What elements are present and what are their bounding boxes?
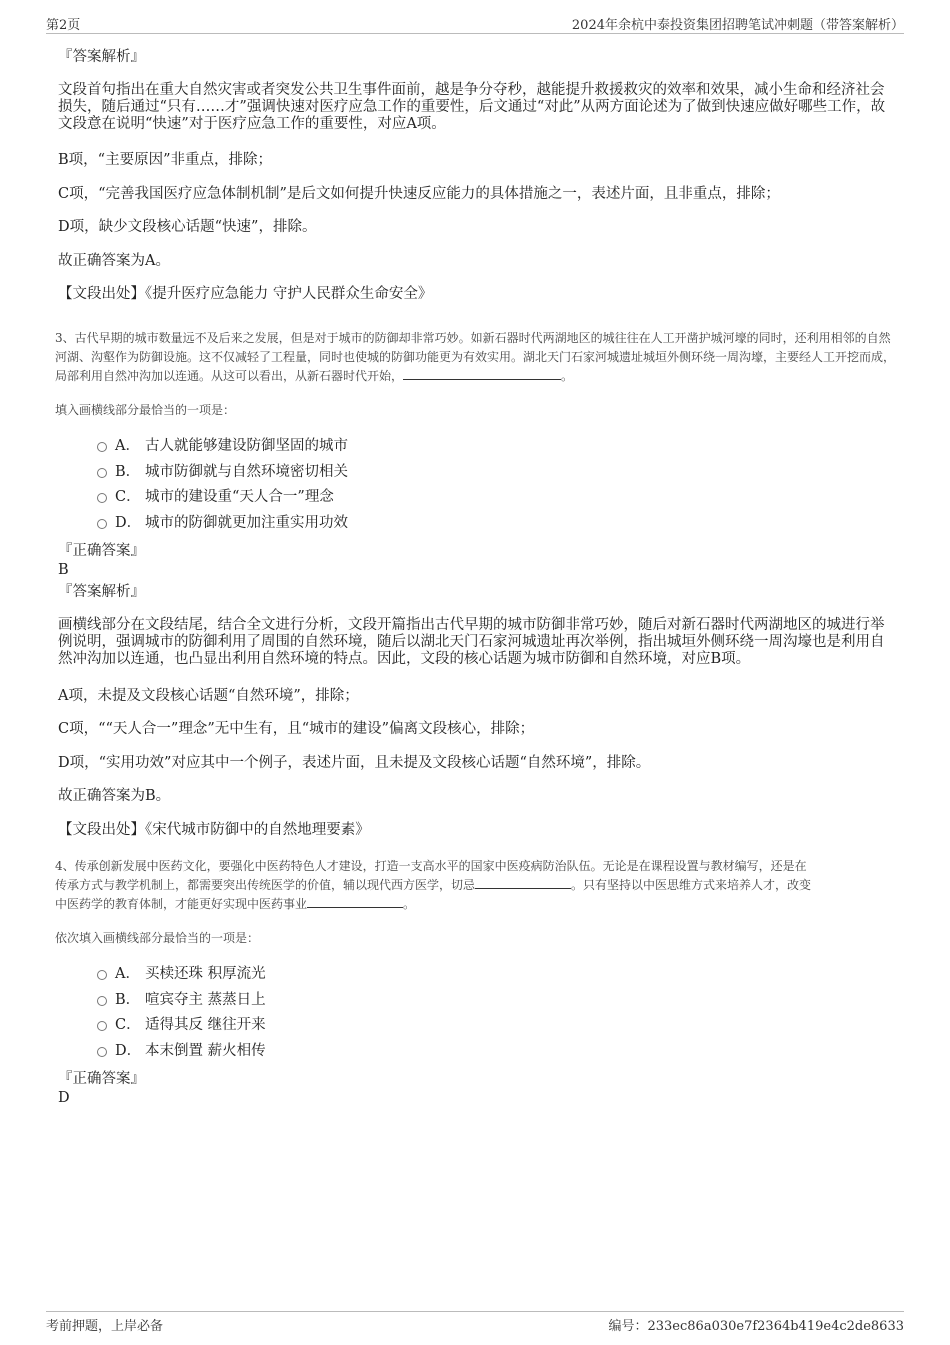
q2-option-c-analysis: C项，“完善我国医疗应急体制机制”是后文如何提升快速反应能力的具体措施之一，表述片面，且非重点，排除；	[58, 186, 780, 202]
q3-stem-text: 3、古代早期的城市数量远不及后来之发展，但是对于城市的防御却非常巧妙。如新石器时代两湖地区的城往往在人工开凿护城河壕的同时，还利用相邻的自然河湖、沟壑作为防御设施。这不仅减轻了工程量，同时也使城的防御功能更为有效实用。湖北天门石家河城遗址城垣外侧环绕一周沟壕，主要经人工开挖而成，局部利用自然冲沟加以连通。从这可以看出，从新石器时代开始，	[55, 331, 896, 383]
q4-answer-label: 『正确答案』	[58, 1071, 145, 1087]
q4-option-d[interactable]: D． 本末倒置 薪火相传	[97, 1043, 266, 1060]
q4-blank-2	[307, 895, 403, 908]
q2-conclusion: 故正确答案为A。	[58, 253, 170, 269]
q2-option-d-analysis: D项，缺少文段核心话题“快速”，排除。	[58, 219, 317, 235]
q2-source: 【文段出处】《提升医疗应急能力 守护人民群众生命安全》	[58, 286, 433, 302]
q3-stem-end: 。	[561, 369, 574, 383]
q3-option-d[interactable]: D． 城市的防御就更加注重实用功效	[97, 515, 348, 532]
q3-option-c-analysis: C项，““天人合一”理念”无中生有，且“城市的建设”偏离文段核心，排除；	[58, 721, 535, 737]
radio-icon[interactable]	[97, 970, 107, 980]
footer-slogan: 考前押题，上岸必备	[46, 1319, 164, 1334]
q4-blank-1	[475, 876, 571, 889]
q4-option-b[interactable]: B． 喧宾夺主 蒸蒸日上	[97, 992, 266, 1009]
q4-option-c[interactable]: C． 适得其反 继往开来	[97, 1017, 266, 1034]
q3-option-a-analysis: A项，未提及文段核心话题“自然环境”，排除；	[58, 688, 359, 704]
radio-icon[interactable]	[97, 493, 107, 503]
document-title: 2024年余杭中泰投资集团招聘笔试冲刺题（带答案解析）	[571, 18, 904, 33]
q4-stem-line3: 中医药学的教育体制，才能更好实现中医药事业 。	[55, 897, 416, 911]
radio-icon[interactable]	[97, 442, 107, 452]
q4-prompt: 依次填入画横线部分最恰当的一项是：	[55, 931, 260, 945]
q3-analysis-label: 『答案解析』	[58, 584, 145, 600]
radio-icon[interactable]	[97, 1047, 107, 1057]
q3-answer: B	[58, 562, 69, 578]
document-id: 编号：233ec86a030e7f2364b419e4c2de8633	[608, 1319, 904, 1334]
q2-analysis-text: 文段首句指出在重大自然灾害或者突发公共卫生事件面前，越是争分夺秒，越能提升救援救灾的效率和效果，减小生命和经济社会损失，随后通过“只有……才”强调快速对医疗应急工作的重要性，后文通过“对此”从两方面论述为了做到快速应做好哪些工作，故文段意在说明“快速”对于医疗应急工作的重要性，对应A项。	[58, 82, 886, 132]
q2-analysis-label: 『答案解析』	[58, 49, 145, 65]
header-divider	[46, 33, 904, 34]
q3-option-c[interactable]: C． 城市的建设重“天人合一”理念	[97, 489, 334, 506]
footer-divider	[46, 1311, 904, 1312]
q4-stem-line2: 传承方式与教学机制上，都需要突出传统医学的价值，辅以现代西方医学，切忌 。只有坚持以中医思维方式来培养人才，改变	[55, 878, 812, 892]
radio-icon[interactable]	[97, 519, 107, 529]
q2-option-b-analysis: B项，“主要原因”非重点，排除；	[58, 152, 272, 168]
q3-answer-label: 『正确答案』	[58, 543, 145, 559]
q3-analysis-text: 画横线部分在文段结尾，结合全文进行分析，文段开篇指出古代早期的城市防御非常巧妙，随后对新石器时代两湖地区的城进行举例说明，强调城市的防御利用了周围的自然环境，随后以湖北天门石家河城遗址再次举例，指出城垣外侧环绕一周沟壕也是利用自然冲沟加以连通，也凸显出利用自然环境的特点。因此，文段的核心话题为城市防御和自然环境，对应B项。	[58, 617, 885, 667]
radio-icon[interactable]	[97, 468, 107, 478]
q4-stem-line1: 4、传承创新发展中医药文化，要强化中医药特色人才建设，打造一支高水平的国家中医疫病防治队伍。无论是在课程设置与教材编写，还是在	[55, 859, 807, 873]
q3-source: 【文段出处】《宋代城市防御中的自然地理要素》	[58, 822, 370, 838]
q3-prompt: 填入画横线部分最恰当的一项是：	[55, 403, 236, 417]
q4-option-a[interactable]: A． 买椟还珠 积厚流光	[97, 966, 266, 983]
q3-conclusion: 故正确答案为B。	[58, 788, 171, 804]
page-number: 第2页	[46, 18, 81, 33]
q3-stem	[55, 329, 897, 386]
radio-icon[interactable]	[97, 1021, 107, 1031]
radio-icon[interactable]	[97, 996, 107, 1006]
q3-option-b[interactable]: B． 城市防御就与自然环境密切相关	[97, 464, 348, 481]
q4-answer: D	[58, 1090, 70, 1106]
q3-blank	[403, 367, 561, 380]
q3-option-d-analysis: D项，“实用功效”对应其中一个例子，表述片面，且未提及文段核心话题“自然环境”，排除。	[58, 755, 651, 771]
q3-option-a[interactable]: A． 古人就能够建设防御坚固的城市	[97, 438, 348, 455]
